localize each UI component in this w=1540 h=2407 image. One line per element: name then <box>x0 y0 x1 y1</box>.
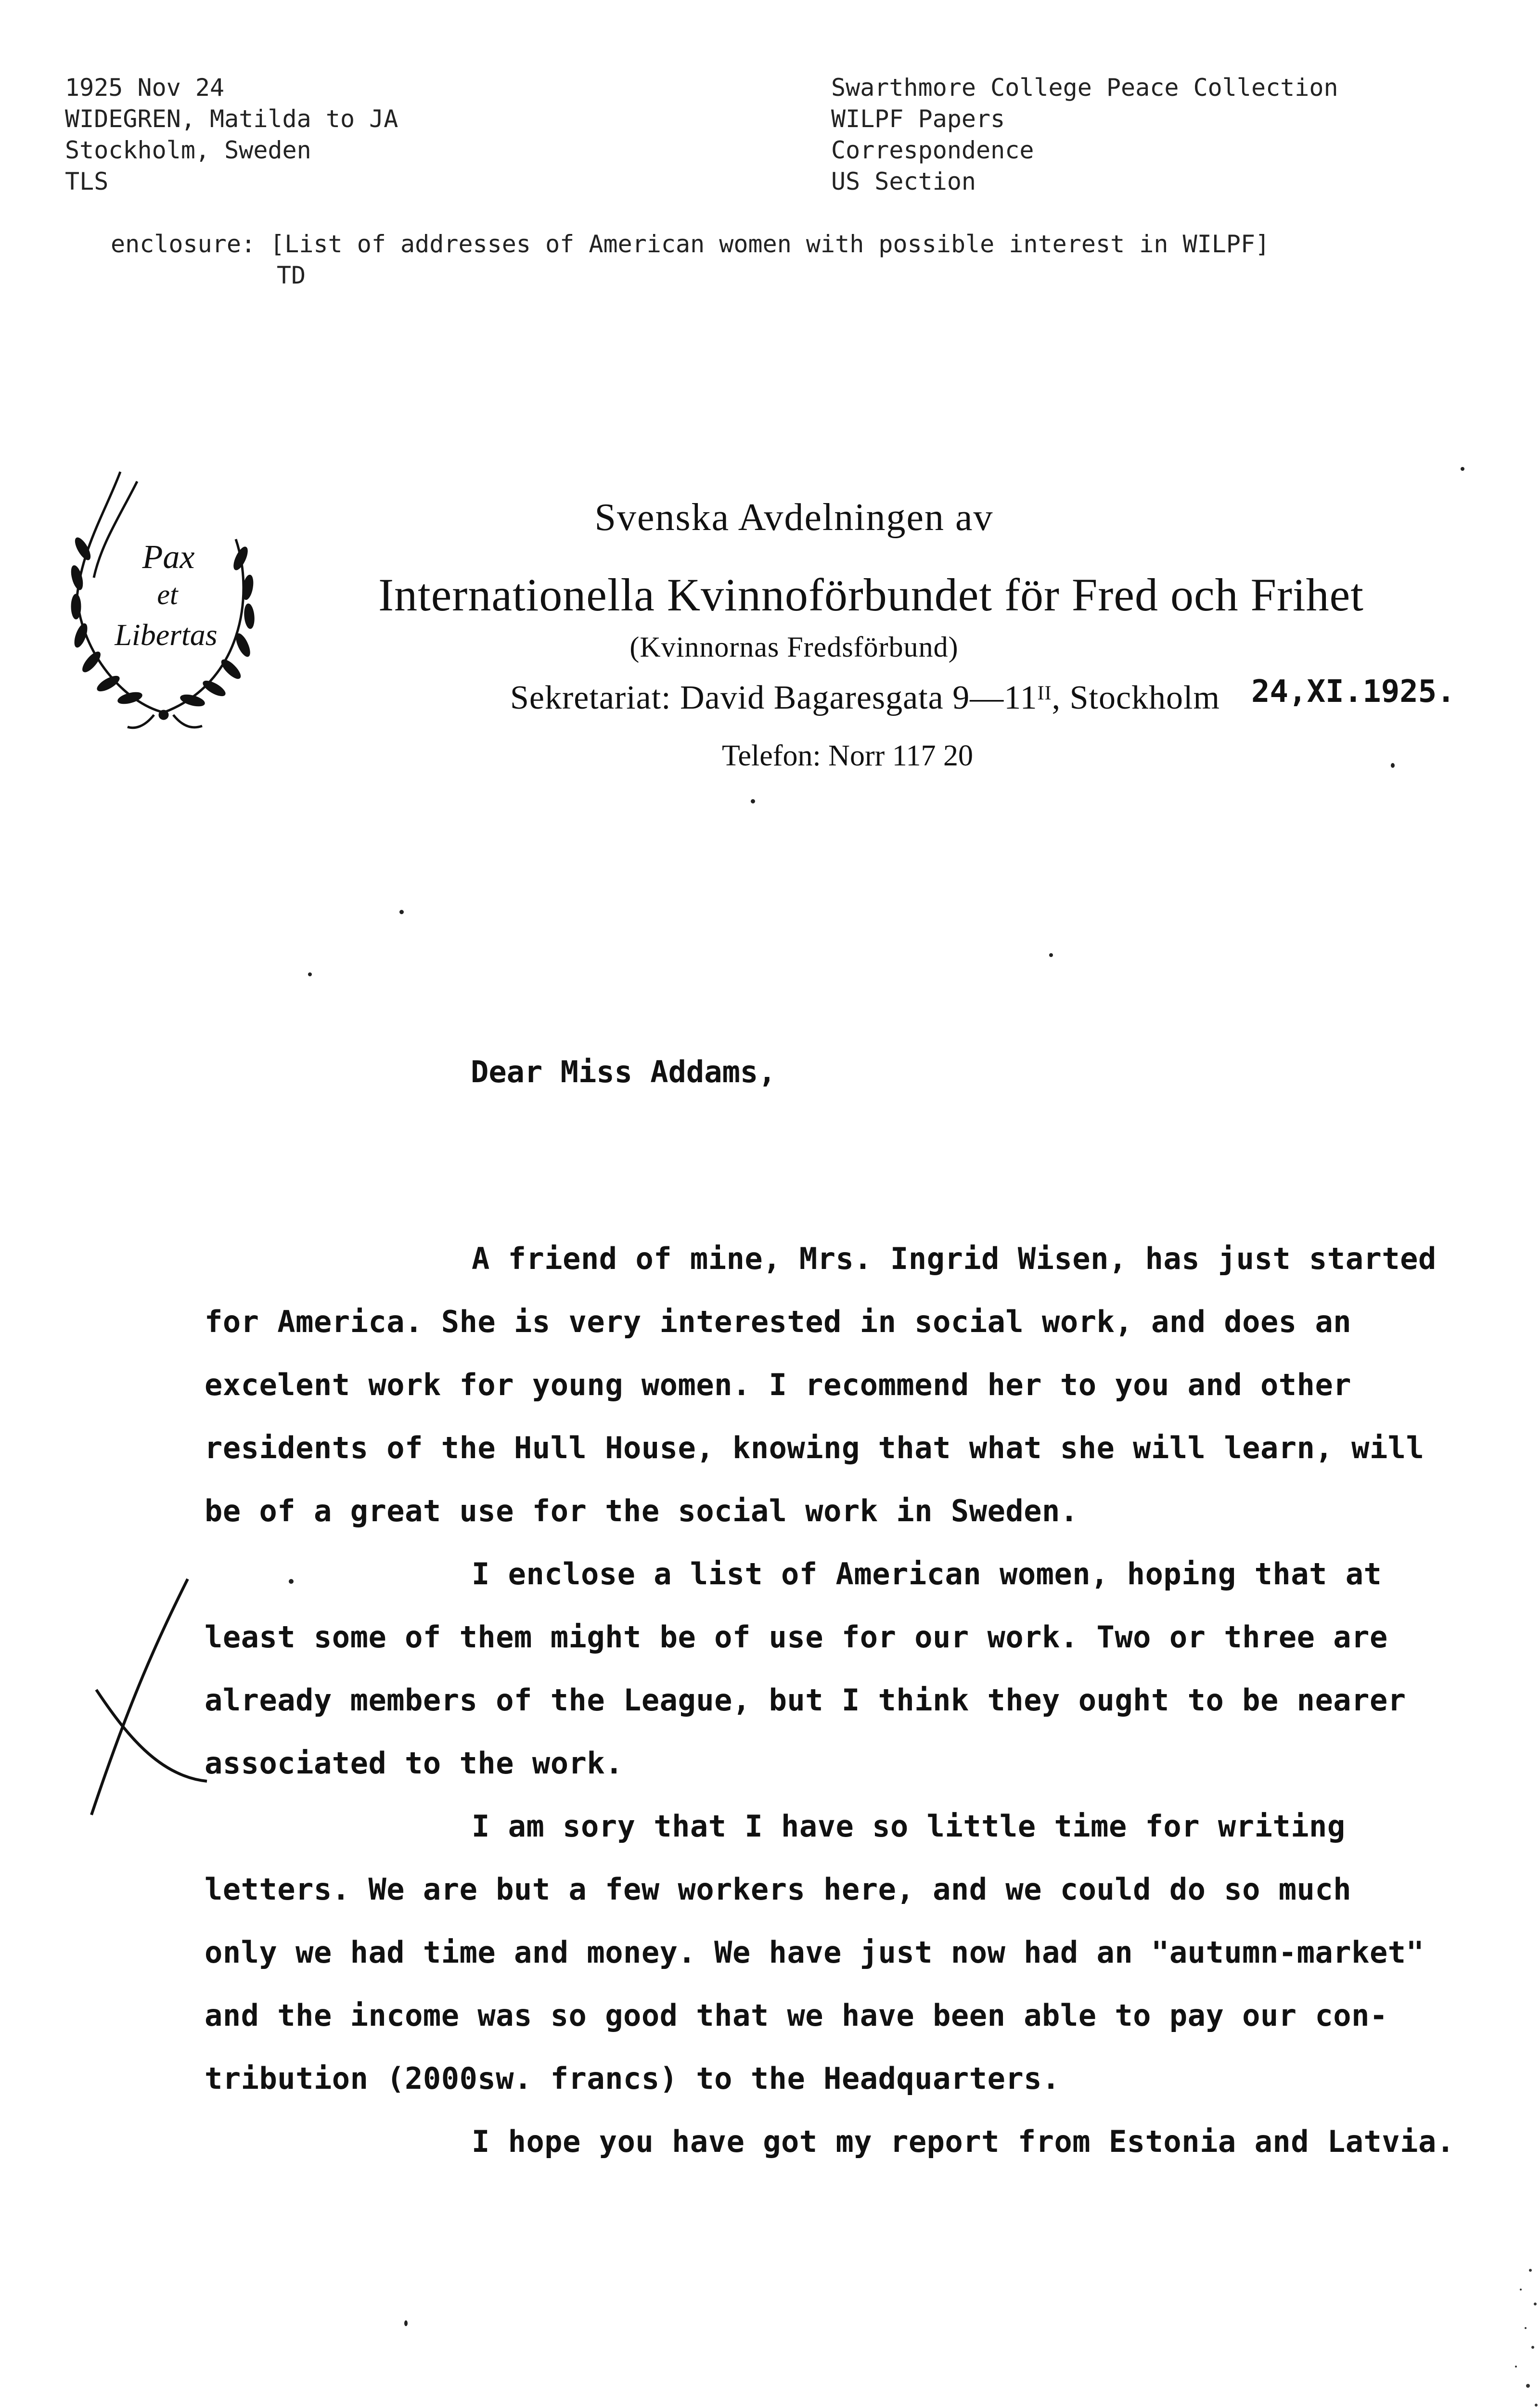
letter-line: A friend of mine, Mrs. Ingrid Wisen, has just started <box>472 1241 1437 1276</box>
letter-date: 24,XI.1925. <box>1251 674 1455 710</box>
catalog-series: Correspondence <box>831 136 1034 164</box>
letterhead-section-name: Svenska Avdelningen av <box>594 496 994 539</box>
handwritten-margin-mark <box>77 1574 221 1844</box>
scan-speck <box>1461 467 1464 471</box>
letter-salutation: Dear Miss Addams, <box>471 1054 776 1089</box>
letterhead-organization: Internationella Kvinnoförbundet för Fred och Frihet <box>378 569 1364 621</box>
scan-speck <box>1391 763 1395 768</box>
letter-line: I enclose a list of American women, hoping that at <box>472 1556 1382 1592</box>
letter-line: least some of them might be of use for our work. Two or three are <box>205 1619 1388 1655</box>
scan-speck <box>751 799 755 803</box>
catalog-doc-type: TLS <box>65 168 109 195</box>
letter-line: letters. We are but a few workers here, and we could do so much <box>205 1872 1352 1907</box>
letter-line: be of a great use for the social work in Sweden. <box>205 1493 1078 1528</box>
logo-word-pax: Pax <box>142 539 195 576</box>
catalog-correspondents: WIDEGREN, Matilda to JA <box>65 105 398 133</box>
scan-speck <box>308 972 312 976</box>
enclosure-note <box>111 229 1270 291</box>
letter-line: excelent work for young women. I recommend her to you and other <box>205 1367 1352 1402</box>
scan-speck <box>1049 953 1053 957</box>
letter-line: only we had time and money. We have just now had an "autumn-market" <box>205 1935 1424 1970</box>
catalog-place: Stockholm, Sweden <box>65 136 311 164</box>
letterhead-telephone: Telefon: Norr 117 20 <box>722 739 973 772</box>
catalog-papers: WILPF Papers <box>831 105 1005 133</box>
catalog-date: 1925 Nov 24 <box>65 74 225 102</box>
letter-line: for America. She is very interested in social work, and does an <box>205 1304 1352 1339</box>
letter-line: residents of the Hull House, knowing that what she will learn, will <box>205 1430 1424 1465</box>
letter-line: already members of the League, but I think they ought to be nearer <box>205 1682 1406 1718</box>
letterhead-alt-name: (Kvinnornas Fredsförbund) <box>629 631 959 663</box>
letterhead-address: Sekretariat: David Bagaresgata 9—11ᴵᴵ, Stockholm <box>510 679 1220 716</box>
letter-line: and the income was so good that we have been able to pay our con- <box>205 1998 1388 2033</box>
catalog-section: US Section <box>831 168 976 195</box>
catalog-info-left <box>65 72 398 197</box>
letter-body <box>205 1240 1456 2186</box>
letter-line: tribution (2000sw. francs) to the Headquarters. <box>205 2061 1060 2096</box>
catalog-info-right <box>831 72 1338 197</box>
scan-speck <box>289 1579 294 1584</box>
letter-line: I hope you have got my report from Estonia and Latvia. <box>472 2124 1455 2159</box>
logo-word-et: et <box>157 579 178 610</box>
enclosure-type: TD <box>277 261 306 289</box>
pax-et-libertas-wreath-logo <box>48 453 279 751</box>
logo-word-libertas: Libertas <box>115 618 218 652</box>
enclosure-line: enclosure: [List of addresses of American women with possible interest in WILPF] <box>111 230 1270 258</box>
scan-speck <box>404 2320 408 2326</box>
catalog-collection: Swarthmore College Peace Collection <box>831 74 1338 102</box>
scan-speck <box>399 910 404 914</box>
letter-line: I am sory that I have so little time for writing <box>472 1809 1346 1844</box>
letter-line: associated to the work. <box>205 1746 624 1781</box>
scan-edge-noise <box>1473 2261 1540 2407</box>
